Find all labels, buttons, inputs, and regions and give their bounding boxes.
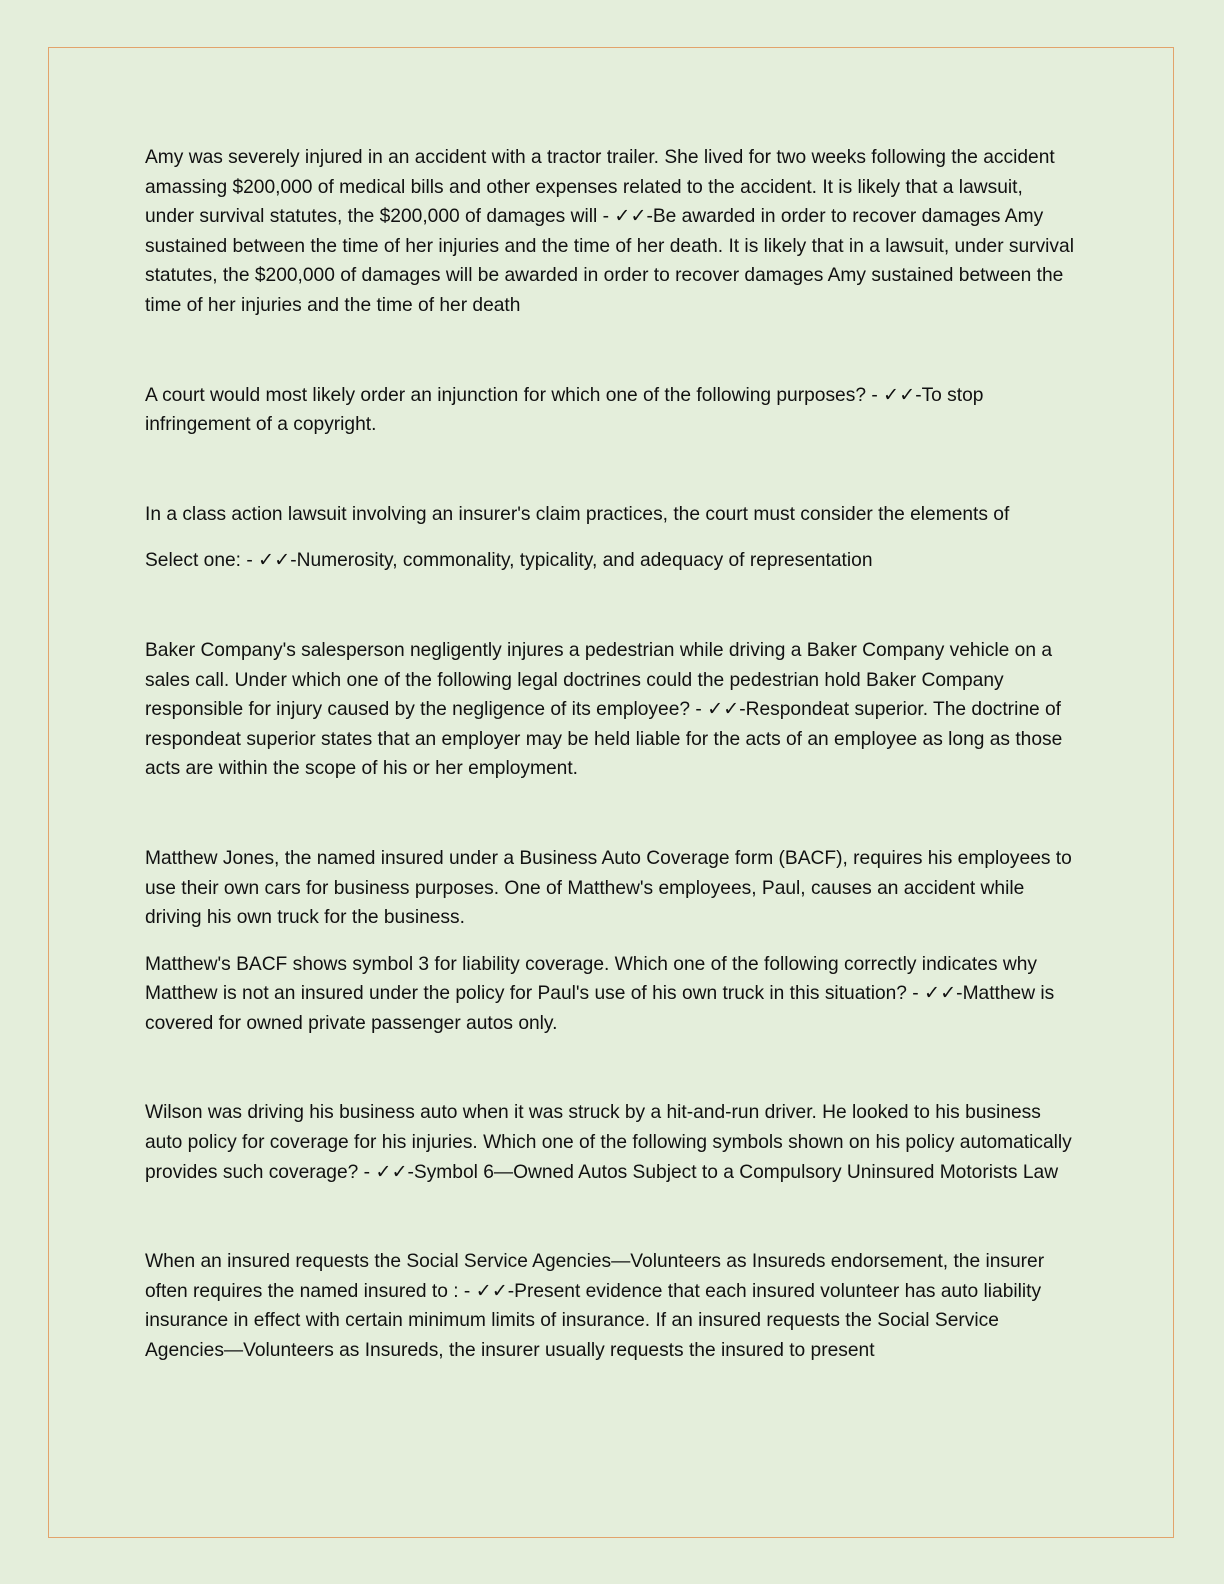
qa-answer: Select one: - ✓✓-Numerosity, commonality, typicality, and adequacy of representation bbox=[145, 550, 873, 572]
qa-item bbox=[145, 1247, 1075, 1365]
qa-item bbox=[145, 500, 1075, 576]
qa-item bbox=[145, 844, 1075, 1039]
qa-answer: Matthew's BACF shows symbol 3 for liability coverage. Which one of the following correctly indicates why Matthew is not an insured under the policy for Paul's use of his own truck in this situation? - ✓✓-Matthew is covered for owned private passenger autos only. bbox=[145, 953, 1055, 1034]
qa-item bbox=[145, 1098, 1075, 1187]
qa-text: In a class action lawsuit involving an insurer's claim practices, the court must consider the elements of bbox=[145, 503, 1010, 525]
qa-text: Wilson was driving his business auto when it was struck by a hit-and-run driver. He looked to his business auto policy for coverage for his injuries. Which one of the following symbols shown on his policy automatically provides such coverage? - ✓✓-Symbol 6—Owned Autos Subject to a Compulsory Uninsured Motorists Law bbox=[145, 1102, 1072, 1183]
qa-item bbox=[145, 636, 1075, 784]
qa-text: A court would most likely order an injunction for which one of the following purposes? - ✓✓-To stop infringement of a copyright. bbox=[145, 384, 984, 436]
qa-text: Amy was severely injured in an accident with a tractor trailer. She lived for two weeks following the accident amassing $200,000 of medical bills and other expenses related to the accident. It is likely that a lawsuit, under survival statutes, the $200,000 of damages will - ✓✓-Be awarded in order to recover damages Amy sustained between the time of her injuries and the time of her death. It is likely that in a lawsuit, under survival statutes, the $200,000 of damages will be awarded in order to recover damages Amy sustained between the time of her injuries and the time of her death bbox=[145, 147, 1074, 316]
qa-item bbox=[145, 143, 1075, 321]
qa-text: When an insured requests the Social Service Agencies—Volunteers as Insureds endorsement, the insurer often requires the named insured to : - ✓✓-Present evidence that each insured volunteer has auto liability insurance in effect with certain minimum limits of insurance. If an insured requests the Social Service Agencies—Volunteers as Insureds, the insurer usually requests the insured to present bbox=[145, 1251, 1045, 1362]
document-body bbox=[145, 143, 1075, 1366]
qa-text: Baker Company's salesperson negligently injures a pedestrian while driving a Baker Company vehicle on a sales call. Under which one of the following legal doctrines could the pedestrian hold Baker Company responsible for injury caused by the negligence of its employee? - ✓✓-Respondeat superior. The doctrine of respondeat superior states that an employer may be held liable for the acts of an employee as long as those acts are within the scope of his or her employment. bbox=[145, 639, 1063, 780]
qa-text: Matthew Jones, the named insured under a Business Auto Coverage form (BACF), requires his employees to use their own cars for business purposes. One of Matthew's employees, Paul, causes an accident while driving his own truck for the business. bbox=[145, 847, 1072, 929]
qa-item bbox=[145, 381, 1075, 440]
